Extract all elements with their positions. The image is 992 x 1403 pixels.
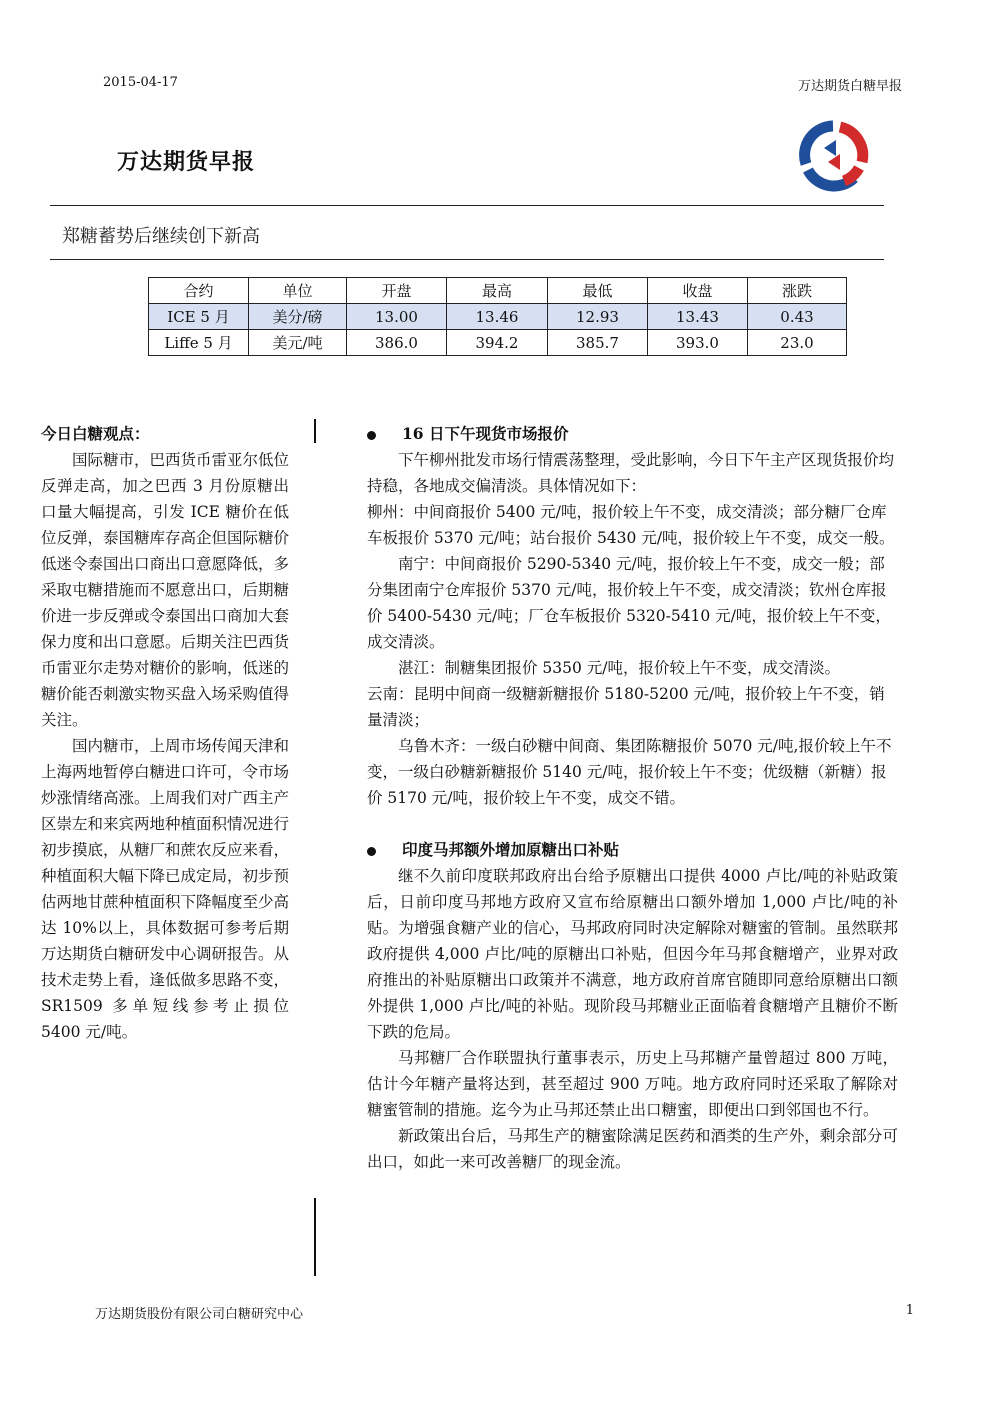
table-header-cell: 最高 bbox=[447, 278, 548, 304]
india-subsidy-heading bbox=[367, 837, 898, 863]
wanda-futures-logo bbox=[796, 118, 870, 192]
india-paragraph: 新政策出台后，马邦生产的糖蜜除满足医药和酒类的生产外，剩余部分可出口，如此一来可改善糖厂的现金流。 bbox=[367, 1127, 898, 1171]
table-cell: 0.43 bbox=[748, 304, 847, 330]
table-cell: 美分/磅 bbox=[249, 304, 347, 330]
table-cell: 393.0 bbox=[648, 330, 748, 356]
report-date: 2015-04-17 bbox=[103, 75, 178, 90]
india-paragraph: 马邦糖厂合作联盟执行董事表示，历史上马邦糖产量曾超过 800 万吨，估计今年糖产量将达到，甚至超过 900 万吨。地方政府同时还采取了解除对糖蜜管制的措施。迄今为止马邦还禁止出口糖蜜，即便出口到邻国也不行。 bbox=[367, 1049, 898, 1119]
spot-quotes-title: 16 日下午现货市场报价 bbox=[402, 424, 569, 443]
spot-paragraph: 柳州：中间商报价 5400 元/吨，报价较上午不变，成交清淡；部分糖厂仓库车板报价 5370 元/吨；站台报价 5430 元/吨，报价较上午不变，成交一般。 bbox=[367, 503, 895, 547]
table-header-cell: 最低 bbox=[548, 278, 648, 304]
table-header-cell: 合约 bbox=[149, 278, 249, 304]
column-separator bbox=[314, 419, 316, 443]
table-cell: 385.7 bbox=[548, 330, 648, 356]
news-column bbox=[367, 421, 898, 1175]
international-market-paragraph: 国际糖市，巴西货币雷亚尔低位反弹走高，加之巴西 3 月份原糖出口量大幅提高，引发 ICE 糖价在低位反弹，泰国糖库存高企但国际糖价低迷令泰国出口商出口意愿降低，多采取屯糖措施而不愿意出口，后期糖价进一步反弹或令泰国出口商加大套保力度和出口意愿。后期关注巴西货币雷亚尔走势对糖价的影响，低迷的糖价能否刺激实物买盘入场采购值得关注。 bbox=[41, 451, 290, 729]
spot-quotes-heading bbox=[367, 421, 898, 447]
table-cell: 386.0 bbox=[347, 330, 447, 356]
headline-divider bbox=[50, 259, 884, 260]
table-cell: 13.00 bbox=[347, 304, 447, 330]
spot-paragraph: 云南：昆明中间商一级糖新糖报价 5180-5200 元/吨，报价较上午不变，销量清淡； bbox=[367, 685, 885, 729]
table-cell: ICE 5 月 bbox=[149, 304, 249, 330]
table-header-cell: 收盘 bbox=[648, 278, 748, 304]
table-cell: 12.93 bbox=[548, 304, 648, 330]
table-cell: 394.2 bbox=[447, 330, 548, 356]
table-header-row bbox=[149, 278, 847, 304]
price-table bbox=[148, 277, 847, 356]
table-header-cell: 单位 bbox=[249, 278, 347, 304]
footer-org: 万达期货股份有限公司白糖研究中心 bbox=[95, 1307, 304, 1322]
spot-paragraph: 南宁：中间商报价 5290-5340 元/吨，报价较上午不变，成交一般；部分集团南宁仓库报价 5370 元/吨，报价较上午不变，成交清淡；钦州仓库报价 5400-5430 元/吨；厂仓车板报价 5320-5410 元/吨，报价较上午不变，成交清淡。 bbox=[367, 555, 891, 651]
bullet-icon bbox=[367, 847, 376, 856]
market-view-column bbox=[41, 421, 289, 1045]
table-header-cell: 开盘 bbox=[347, 278, 447, 304]
table-row bbox=[149, 330, 847, 356]
table-cell: 23.0 bbox=[748, 330, 847, 356]
top-divider bbox=[50, 205, 884, 206]
spot-paragraph: 湛江：制糖集团报价 5350 元/吨，报价较上午不变，成交清淡。 bbox=[398, 659, 841, 677]
bullet-icon bbox=[367, 431, 376, 440]
spot-paragraph: 乌鲁木齐：一级白砂糖中间商、集团陈糖报价 5070 元/吨,报价较上午不变，一级白砂糖新糖报价 5140 元/吨，报价较上午不变；优级糖（新糖）报价 5170 元/吨，报价较上午不变，成交不错。 bbox=[367, 737, 892, 807]
table-cell: Liffe 5 月 bbox=[149, 330, 249, 356]
spacer bbox=[367, 811, 898, 837]
headline: 郑糖蓄势后继续创下新高 bbox=[62, 226, 260, 247]
table-cell: 美元/吨 bbox=[249, 330, 347, 356]
india-subsidy-title: 印度马邦额外增加原糖出口补贴 bbox=[402, 840, 620, 859]
table-row bbox=[149, 304, 847, 330]
page-number: 1 bbox=[905, 1303, 914, 1318]
table-header-cell: 涨跌 bbox=[748, 278, 847, 304]
market-view-heading: 今日白糖观点： bbox=[41, 424, 150, 443]
table-cell: 13.46 bbox=[447, 304, 548, 330]
spot-paragraph: 下午柳州批发市场行情震荡整理，受此影响，今日下午主产区现货报价均持稳，各地成交偏清淡。具体情况如下： bbox=[367, 451, 895, 495]
page-title: 万达期货早报 bbox=[117, 150, 256, 175]
table-cell: 13.43 bbox=[648, 304, 748, 330]
india-paragraph: 继不久前印度联邦政府出台给予原糖出口提供 4000 卢比/吨的补贴政策后，日前印度马邦地方政府又宣布给原糖出口额外增加 1,000 卢比/吨的补贴。为增强食糖产业的信心，马邦政府同时决定解除对糖蜜的管制。虽然联邦政府提供 4,000 卢比/吨的原糖出口补贴，但因今年马邦食糖增产，业界对政府推出的补贴原糖出口政策并不满意，地方政府首席官随即同意给原糖出口额外提供 1,000 卢比/吨的补贴。现阶段马邦糖业正面临着食糖增产且糖价不断下跌的危局。 bbox=[367, 867, 898, 1041]
column-separator bbox=[314, 1198, 316, 1276]
domestic-market-paragraph: 国内糖市，上周市场传闻天津和上海两地暂停白糖进口许可，令市场炒涨情绪高涨。上周我们对广西主产区崇左和来宾两地种植面积情况进行初步摸底，从糖厂和蔗农反应来看，种植面积大幅下降已成定局，初步预估两地甘蔗种植面积下降幅度至少高达 10%以上，具体数据可参考后期万达期货白糖研发中心调研报告。从技术走势上看，逢低做多思路不变，SR1509 多单短线参考止损位 5400 元/吨。 bbox=[41, 737, 290, 1041]
report-name: 万达期货白糖早报 bbox=[797, 79, 902, 94]
